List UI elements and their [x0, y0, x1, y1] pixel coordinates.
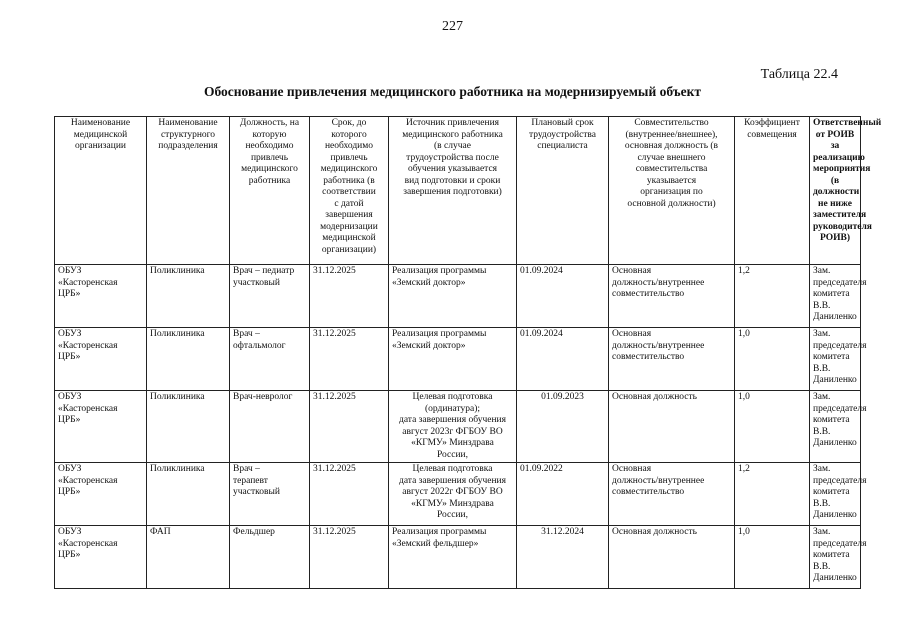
planned-date-cell: 31.12.2024 — [517, 526, 609, 589]
responsible-cell: Зам. председателя комитета В.В. Даниленко — [810, 328, 861, 391]
table-row — [55, 526, 861, 589]
org-cell: ОБУЗ «Касторенская ЦРБ» — [55, 526, 147, 589]
coefficient-cell: 1,2 — [735, 265, 810, 328]
column-header: Срок, до которого необходимо привлечь медицинского работника (в соответствии с датой завершения модернизации медицинской организации) — [310, 117, 389, 265]
column-header: Коэффициент совмещения — [735, 117, 810, 265]
org-cell: ОБУЗ «Касторенская ЦРБ» — [55, 265, 147, 328]
planned-date-cell: 01.09.2024 — [517, 328, 609, 391]
deadline-cell: 31.12.2025 — [310, 526, 389, 589]
source-cell: Реализация программы «Земский доктор» — [389, 328, 517, 391]
coefficient-cell: 1,0 — [735, 328, 810, 391]
column-header: Совместительство (внутреннее/внешнее), основная должность (в случае внешнего совместительства указывается организация по основной должности) — [609, 117, 735, 265]
table-row — [55, 265, 861, 328]
deadline-cell: 31.12.2025 — [310, 391, 389, 463]
table-row — [55, 463, 861, 526]
combination-cell: Основная должность — [609, 526, 735, 589]
responsible-cell: Зам. председателя комитета В.В. Даниленко — [810, 265, 861, 328]
position-cell: Врач – офтальмолог — [230, 328, 310, 391]
combination-cell: Основная должность/внутреннее совместительство — [609, 328, 735, 391]
deadline-cell: 31.12.2025 — [310, 265, 389, 328]
column-header: Наименование структурного подразделения — [147, 117, 230, 265]
unit-cell: Поликлиника — [147, 391, 230, 463]
position-cell: Фельдшер — [230, 526, 310, 589]
combination-cell: Основная должность — [609, 391, 735, 463]
combination-cell: Основная должность/внутреннее совместительство — [609, 463, 735, 526]
source-cell: Реализация программы «Земский доктор» — [389, 265, 517, 328]
org-cell: ОБУЗ «Касторенская ЦРБ» — [55, 391, 147, 463]
justification-table — [54, 116, 882, 589]
table-label: Таблица 22.4 — [760, 67, 838, 82]
position-cell: Врач – терапевт участковый — [230, 463, 310, 526]
column-header: Ответственный от РОИВ за реализацию мероприятия (в должности не ниже заместителя руководителя РОИВ) — [810, 117, 861, 265]
page-number: 227 — [442, 19, 463, 34]
deadline-cell: 31.12.2025 — [310, 463, 389, 526]
table-row — [55, 391, 861, 463]
combination-cell: Основная должность/внутреннее совместительство — [609, 265, 735, 328]
table-header-row — [55, 117, 861, 265]
coefficient-cell: 1,0 — [735, 526, 810, 589]
coefficient-cell: 1,0 — [735, 391, 810, 463]
planned-date-cell: 01.09.2022 — [517, 463, 609, 526]
org-cell: ОБУЗ «Касторенская ЦРБ» — [55, 463, 147, 526]
table-row — [55, 328, 861, 391]
column-header: Источник привлечения медицинского работника (в случае трудоустройства после обучения указывается вид подготовки и сроки завершения подготовки) — [389, 117, 517, 265]
responsible-cell: Зам. председателя комитета В.В. Даниленко — [810, 526, 861, 589]
document-title: Обоснование привлечения медицинского работника на модернизируемый объект — [203, 84, 702, 99]
deadline-cell: 31.12.2025 — [310, 328, 389, 391]
unit-cell: Поликлиника — [147, 265, 230, 328]
source-cell: Целевая подготовка дата завершения обучения август 2022г ФГБОУ ВО «КГМУ» Минздрава России, — [389, 463, 517, 526]
responsible-cell: Зам. председателя комитета В.В. Даниленко — [810, 391, 861, 463]
position-cell: Врач-невролог — [230, 391, 310, 463]
coefficient-cell: 1,2 — [735, 463, 810, 526]
unit-cell: Поликлиника — [147, 328, 230, 391]
source-cell: Целевая подготовка (ординатура); дата завершения обучения август 2023г ФГБОУ ВО «КГМУ» Минздрава России, — [389, 391, 517, 463]
source-cell: Реализация программы «Земский фельдшер» — [389, 526, 517, 589]
position-cell: Врач – педиатр участковый — [230, 265, 310, 328]
column-header: Плановый срок трудоустройства специалиста — [517, 117, 609, 265]
column-header: Должность, на которую необходимо привлечь медицинского работника — [230, 117, 310, 265]
planned-date-cell: 01.09.2023 — [517, 391, 609, 463]
unit-cell: Поликлиника — [147, 463, 230, 526]
planned-date-cell: 01.09.2024 — [517, 265, 609, 328]
responsible-cell: Зам. председателя комитета В.В. Даниленко — [810, 463, 861, 526]
column-header: Наименование медицинской организации — [55, 117, 147, 265]
unit-cell: ФАП — [147, 526, 230, 589]
org-cell: ОБУЗ «Касторенская ЦРБ» — [55, 328, 147, 391]
